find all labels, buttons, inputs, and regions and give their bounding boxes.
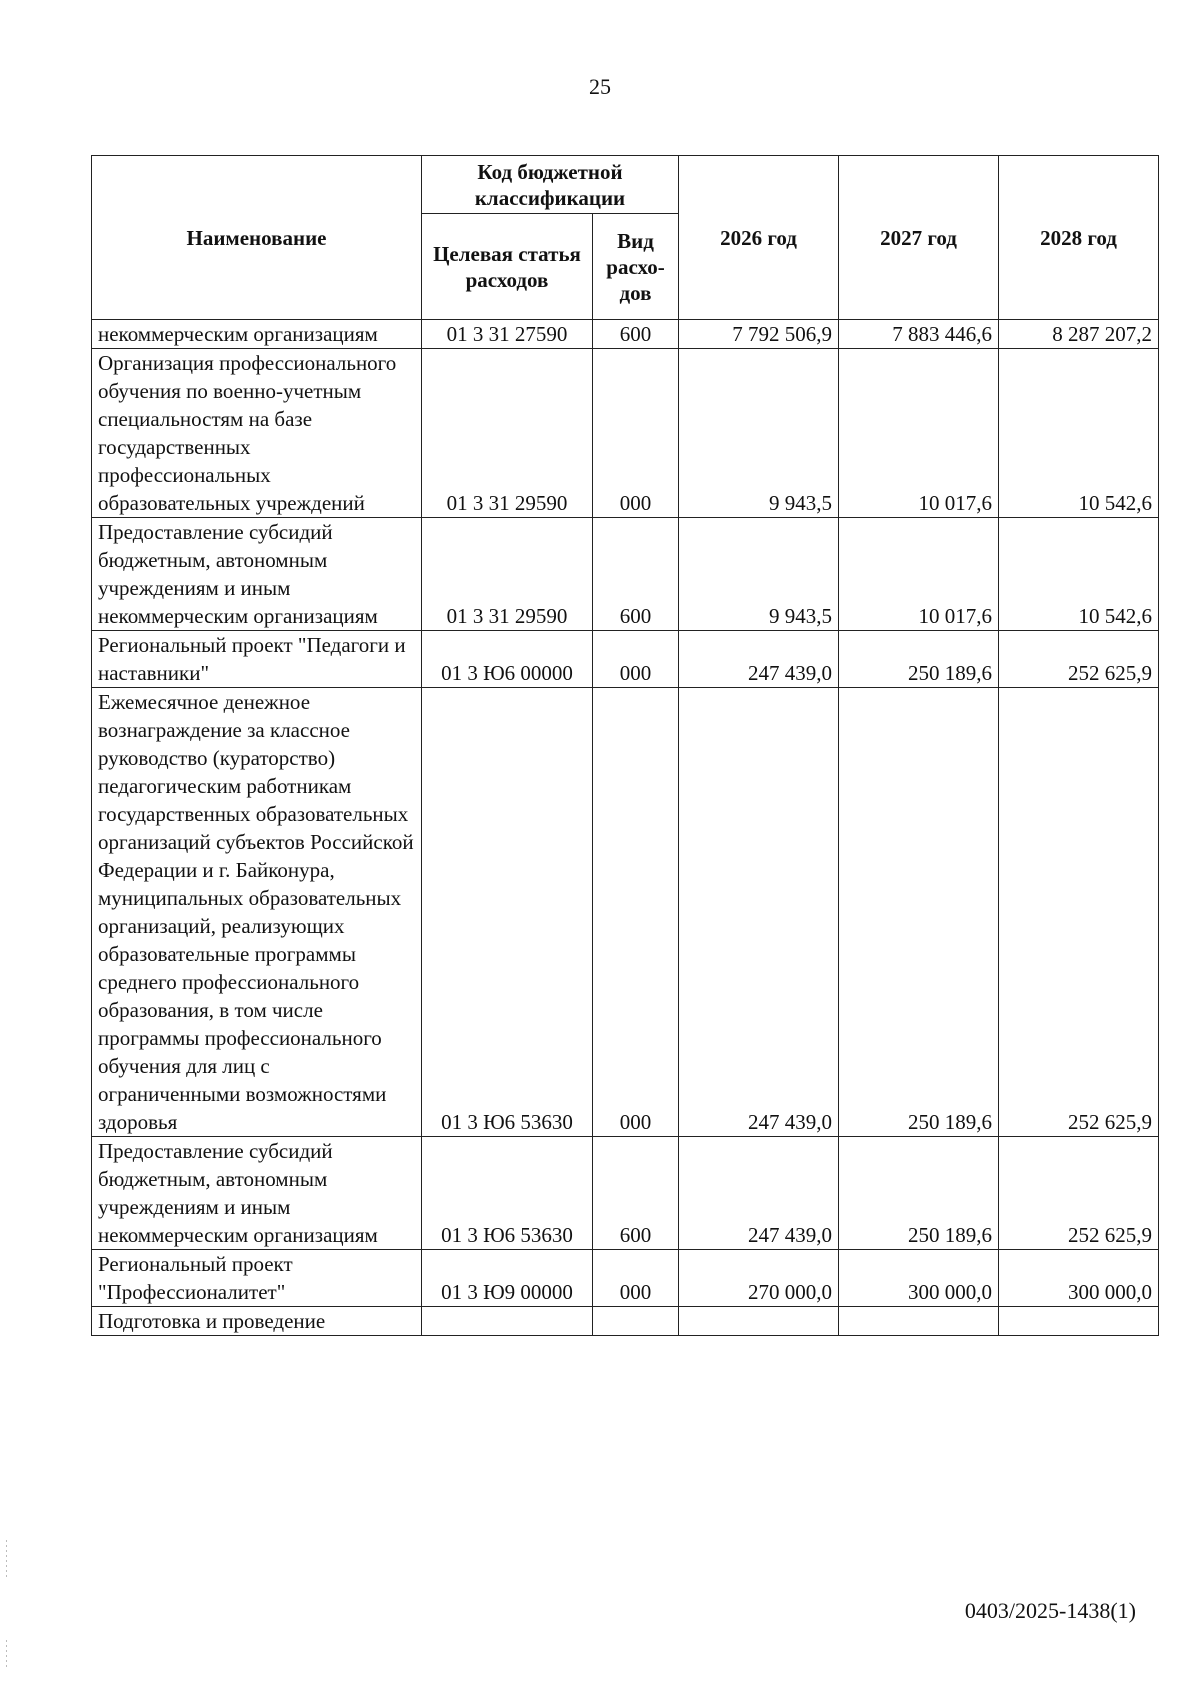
row-value-2027: 250 189,6 bbox=[839, 1137, 999, 1250]
scan-edge-mark bbox=[6, 1540, 7, 1580]
header-target-article: Целевая статья расходов bbox=[422, 214, 593, 320]
row-value-2026: 9 943,5 bbox=[679, 518, 839, 631]
row-value-2026: 7 792 506,9 bbox=[679, 320, 839, 349]
row-value-2028: 10 542,6 bbox=[999, 349, 1159, 518]
row-name: Региональный проект "Профессионалитет" bbox=[92, 1250, 422, 1307]
row-name: Организация профессионального обучения по военно-учетным специальностям на базе государственных профессиональных образовательных учреждений bbox=[92, 349, 422, 518]
row-name: некоммерческим организациям bbox=[92, 320, 422, 349]
row-value-2028: 300 000,0 bbox=[999, 1250, 1159, 1307]
table-row bbox=[92, 1307, 1159, 1336]
page-number: 25 bbox=[589, 74, 611, 99]
row-name: Предоставление субсидий бюджетным, автономным учреждениям и иным некоммерческим организациям bbox=[92, 518, 422, 631]
row-value-2026: 247 439,0 bbox=[679, 631, 839, 688]
row-target-article: 01 3 31 27590 bbox=[422, 320, 593, 349]
row-value-2026 bbox=[679, 1307, 839, 1336]
scan-edge-mark bbox=[6, 1640, 7, 1670]
row-value-2028: 252 625,9 bbox=[999, 631, 1159, 688]
row-expense-type: 600 bbox=[593, 518, 679, 631]
row-target-article: 01 3 Ю6 53630 bbox=[422, 688, 593, 1137]
row-name: Ежемесячное денежное вознаграждение за классное руководство (кураторство) педагогическим работникам государственных образовательных организаций субъектов Российской Федерации и г. Байконура, муниципальных образовательных организаций, реализующих образовательные программы среднего профессионального образования, в том числе программы профессионального обучения для лиц с ограниченными возможностями здоровья bbox=[92, 688, 422, 1137]
row-value-2027 bbox=[839, 1307, 999, 1336]
header-year-2027: 2027 год bbox=[839, 156, 999, 320]
table-row bbox=[92, 1250, 1159, 1307]
row-value-2027: 250 189,6 bbox=[839, 688, 999, 1137]
row-expense-type bbox=[593, 1307, 679, 1336]
row-name: Подготовка и проведение bbox=[92, 1307, 422, 1336]
row-value-2026: 9 943,5 bbox=[679, 349, 839, 518]
row-name: Региональный проект "Педагоги и наставники" bbox=[92, 631, 422, 688]
row-value-2028: 8 287 207,2 bbox=[999, 320, 1159, 349]
row-value-2028: 252 625,9 bbox=[999, 1137, 1159, 1250]
header-year-2028: 2028 год bbox=[999, 156, 1159, 320]
row-target-article: 01 3 31 29590 bbox=[422, 349, 593, 518]
row-expense-type: 000 bbox=[593, 349, 679, 518]
budget-table bbox=[91, 155, 1159, 1336]
row-expense-type: 000 bbox=[593, 1250, 679, 1307]
document-id: 0403/2025-1438(1) bbox=[964, 1598, 1136, 1623]
row-value-2028: 252 625,9 bbox=[999, 688, 1159, 1137]
header-year-2026: 2026 год bbox=[679, 156, 839, 320]
row-name: Предоставление субсидий бюджетным, автономным учреждениям и иным некоммерческим организациям bbox=[92, 1137, 422, 1250]
table-row bbox=[92, 320, 1159, 349]
row-value-2027: 10 017,6 bbox=[839, 349, 999, 518]
row-value-2027: 10 017,6 bbox=[839, 518, 999, 631]
table-row bbox=[92, 631, 1159, 688]
row-target-article: 01 3 Ю6 00000 bbox=[422, 631, 593, 688]
row-target-article: 01 3 Ю6 53630 bbox=[422, 1137, 593, 1250]
row-value-2026: 270 000,0 bbox=[679, 1250, 839, 1307]
table-row bbox=[92, 518, 1159, 631]
row-value-2028 bbox=[999, 1307, 1159, 1336]
row-expense-type: 000 bbox=[593, 688, 679, 1137]
row-target-article: 01 3 31 29590 bbox=[422, 518, 593, 631]
row-value-2027: 7 883 446,6 bbox=[839, 320, 999, 349]
row-target-article: 01 3 Ю9 00000 bbox=[422, 1250, 593, 1307]
table-row bbox=[92, 688, 1159, 1137]
table-row bbox=[92, 349, 1159, 518]
header-expense-type: Вид расхо-дов bbox=[593, 214, 679, 320]
row-value-2026: 247 439,0 bbox=[679, 688, 839, 1137]
header-name: Наименование bbox=[92, 156, 422, 320]
row-expense-type: 600 bbox=[593, 320, 679, 349]
table-row bbox=[92, 1137, 1159, 1250]
header-code-group: Код бюджетной классификации bbox=[422, 156, 679, 214]
row-expense-type: 000 bbox=[593, 631, 679, 688]
row-target-article bbox=[422, 1307, 593, 1336]
row-value-2026: 247 439,0 bbox=[679, 1137, 839, 1250]
row-expense-type: 600 bbox=[593, 1137, 679, 1250]
row-value-2027: 300 000,0 bbox=[839, 1250, 999, 1307]
row-value-2027: 250 189,6 bbox=[839, 631, 999, 688]
row-value-2028: 10 542,6 bbox=[999, 518, 1159, 631]
